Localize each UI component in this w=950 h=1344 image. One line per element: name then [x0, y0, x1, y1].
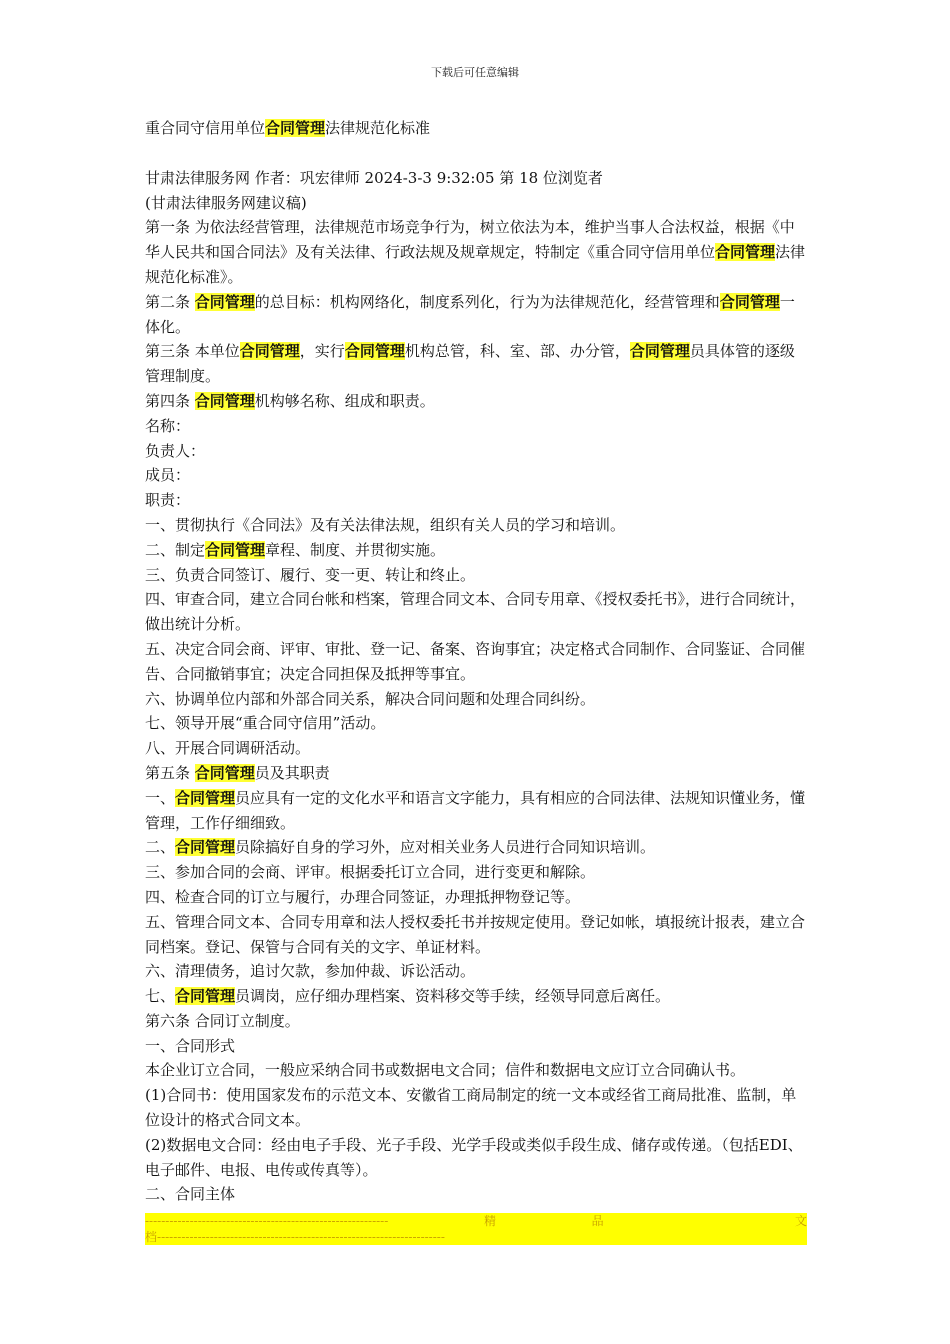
keyword-highlight: 合同管理 — [265, 119, 326, 137]
paragraph: 二、合同主体 — [145, 1185, 236, 1204]
keyword-highlight: 合同管理 — [175, 987, 236, 1006]
paragraph: 六、协调单位内部和外部合同关系，解决合同问题和处理合同纠纷。 — [145, 689, 596, 708]
paragraph: 三、参加合同的会商、评审。根据委托订立合同，进行变更和解除。 — [145, 863, 596, 882]
paragraph: 五、管理合同文本、合同专用章和法人授权委托书并按规定使用。登记如帐，填报统计报表，建立合同档案。登记、保管与合同有关的文字、单证材料。 — [145, 912, 806, 956]
keyword-highlight: 合同管理 — [175, 838, 236, 857]
paragraph: 名称： — [145, 416, 191, 435]
paragraph: (甘肃法律服务网建议稿) — [145, 193, 307, 212]
footer-row-1 — [145, 1213, 807, 1229]
keyword-highlight: 合同管理 — [194, 391, 255, 410]
paragraph: 成员： — [145, 466, 191, 485]
paragraph: 第五条 合同管理员及其职责 — [145, 763, 330, 782]
paragraph: 一、合同形式 — [145, 1036, 236, 1055]
keyword-highlight: 合同管理 — [719, 292, 780, 311]
paragraph: 一、合同管理员应具有一定的文化水平和语言文字能力，具有相应的合同法律、法规知识懂业务，懂管理，工作仔细细致。 — [145, 788, 806, 832]
paragraph: 五、决定合同会商、评审、审批、登一记、备案、咨询事宜；决定格式合同制作、合同鉴证、合同催告、合同撤销事宜；决定合同担保及抵押等事宜。 — [145, 639, 806, 683]
paragraph: 甘肃法律服务网 作者：巩宏律师 2024-3-3 9:32:05 第 18 位浏览者 — [145, 168, 603, 187]
keyword-highlight: 合同管理 — [344, 342, 405, 361]
paragraph: 第二条 合同管理的总目标：机构网络化，制度系列化，行为为法律规范化，经营管理和合同管理一体化。 — [145, 292, 795, 336]
paragraph: 职责： — [145, 491, 191, 510]
paragraph: 第六条 合同订立制度。 — [145, 1011, 300, 1030]
paragraph: 二、制定合同管理章程、制度、并贯彻实施。 — [145, 540, 446, 559]
paragraph: 第四条 合同管理机构够名称、组成和职责。 — [145, 391, 435, 410]
paragraph: 一、贯彻执行《合同法》及有关法律法规，组织有关人员的学习和培训。 — [145, 515, 626, 534]
paragraph: 本企业订立合同，一般应采纳合同书或数据电文合同；信件和数据电文应订立合同确认书。 — [145, 1061, 746, 1080]
paragraph: 第一条 为依法经营管理，法律规范市场竞争行为，树立依法为本，维护当事人合法权益，根据《中华人民共和国合同法》及有关法律、行政法规及规章规定，特制定《重合同守信用单位合同管理法律规范化标准》。 — [145, 218, 806, 286]
footer-last-char: 档 — [145, 1230, 158, 1244]
footer-banner — [145, 1213, 807, 1245]
paragraph: 六、清理债务，追讨欠款，参加仲裁、诉讼活动。 — [145, 962, 476, 981]
keyword-highlight: 合同管理 — [194, 292, 255, 311]
keyword-highlight: 合同管理 — [715, 243, 776, 262]
paragraph: 第三条 本单位合同管理，实行合同管理机构总管，科、室、部、办分管，合同管理员具体管的逐级管理制度。 — [145, 342, 795, 386]
paragraph: 二、合同管理员除搞好自身的学习外，应对相关业务人员进行合同知识培训。 — [145, 838, 656, 857]
document-body — [145, 116, 807, 1207]
footer-dashes-right: ----------------------------------------------------------------------- — [157, 1230, 445, 1244]
paragraph: (1)合同书：使用国家发布的示范文本、安徽省工商局制定的统一文本或经省工商局批准、监制，单位设计的格式合同文本。 — [145, 1086, 797, 1130]
document-title: 重合同守信用单位合同管理法律规范化标准 — [145, 119, 431, 137]
footer-char-2: 品 — [591, 1214, 604, 1228]
footer-row-2 — [145, 1229, 490, 1245]
keyword-highlight: 合同管理 — [205, 540, 266, 559]
keyword-highlight: 合同管理 — [194, 763, 255, 782]
keyword-highlight: 合同管理 — [629, 342, 690, 361]
paragraph: 三、负责合同签订、履行、变一更、转让和终止。 — [145, 565, 476, 584]
keyword-highlight: 合同管理 — [175, 788, 236, 807]
keyword-highlight: 合同管理 — [239, 342, 300, 361]
footer-dashes-left: ------------------------------------------------------------ — [145, 1214, 389, 1228]
paragraph: 四、检查合同的订立与履行，办理合同签证，办理抵押物登记等。 — [145, 887, 581, 906]
paragraph: 八、开展合同调研活动。 — [145, 739, 311, 758]
footer-char-1: 精 — [483, 1214, 496, 1228]
header-note: 下载后可任意编辑 — [431, 66, 519, 79]
paragraph: 负责人： — [145, 441, 206, 460]
paragraph: 七、合同管理员调岗，应仔细办理档案、资料移交等手续，经领导同意后离任。 — [145, 987, 671, 1006]
paragraph: 七、领导开展“重合同守信用”活动。 — [145, 714, 386, 733]
footer-char-3: 文 — [794, 1214, 807, 1228]
paragraph: (2)数据电文合同：经由电子手段、光子手段、光学手段或类似手段生成、储存或传递。（包括EDI、电子邮件、电报、电传或传真等）。 — [145, 1135, 803, 1179]
paragraph: 四、审查合同，建立合同台帐和档案，管理合同文本、合同专用章、《授权委托书》，进行合同统计，做出统计分析。 — [145, 590, 806, 634]
